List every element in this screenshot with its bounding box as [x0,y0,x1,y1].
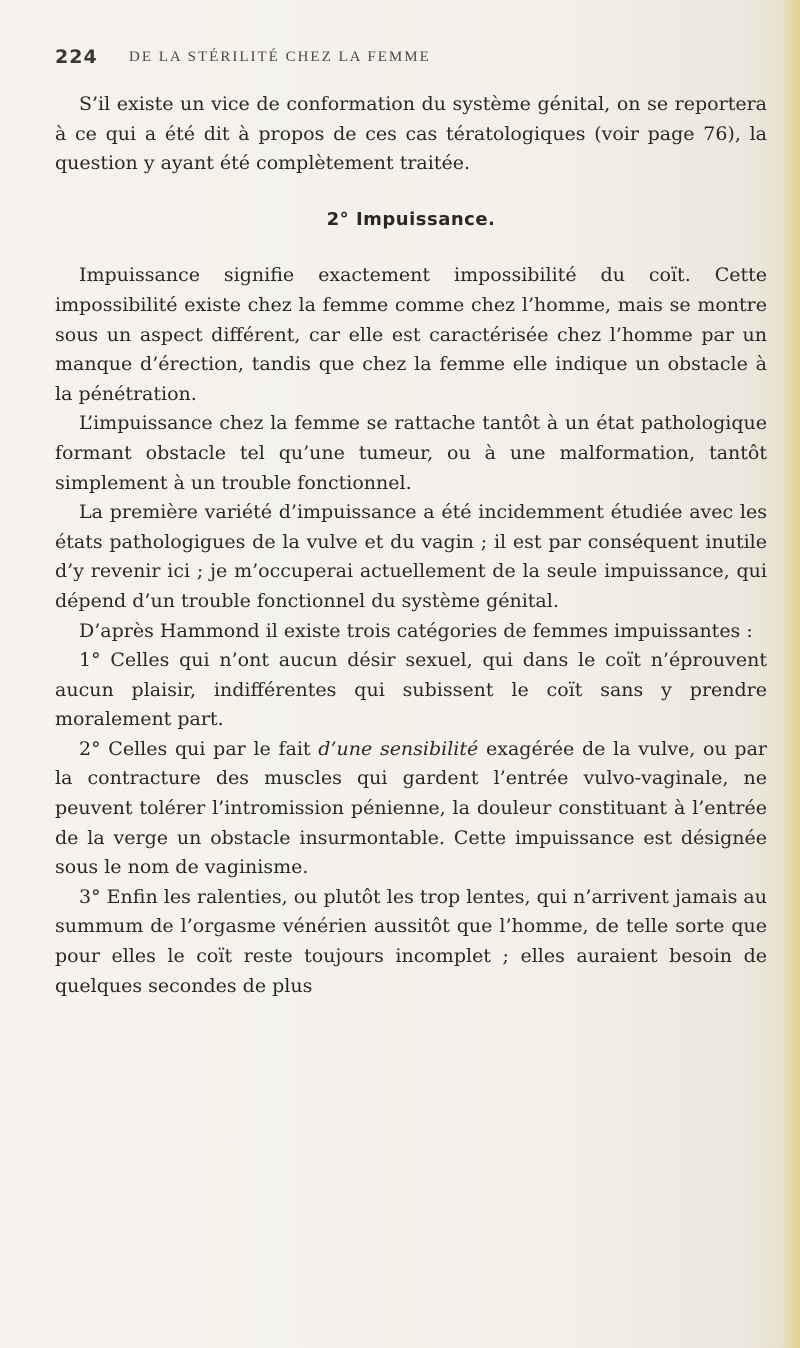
page-number: 224 [55,46,98,68]
running-title: DE LA STÉRILITÉ CHEZ LA FEMME [129,49,431,65]
body-text [55,90,767,1001]
paragraph: Impuissance signifie exactement impossibilité du coït. Cette impossibilité existe chez la femme comme chez l’homme, mais se montre sous un aspect différent, car elle est caractérisée chez l’homme par un manque d’érection, tandis que chez la femme elle indique un obstacle à la pénétration. [55,264,767,405]
intro-paragraph: S’il existe un vice de conformation du système génital, on se reportera à ce qui a été dit à propos de ces cas tératologiques (voir page 76), la question y ayant été complètement traitée. [55,93,767,175]
paragraph: D’après Hammond il existe trois catégories de femmes impuissantes : [79,619,753,642]
page-edge [782,0,800,1348]
section-title: Impuissance. [355,208,496,230]
paragraph-vaginisme [55,735,767,883]
paragraph: La première variété d’impuissance a été incidemment étudiée avec les états pathologigues de la vulve et du vagin ; il est par conséquent inutile d’y revenir ici ; je m’occuperai actuellement de la seule impuissance, qui dépend d’un trouble fonctionnel du système génital. [55,501,767,612]
paragraph: L’impuissance chez la femme se rattache tantôt à un état pathologique formant obstacle tel qu’une tumeur, ou à une malformation, tantôt simplement à un trouble fonctionnel. [55,412,767,494]
section-number: 2° [326,208,350,230]
paragraph: 3° Enfin les ralenties, ou plutôt les trop lentes, qui n’arrivent jamais au summum de l’orgasme vénérien aussitôt que l’homme, de telle sorte que pour elles le coït reste toujours incomplet ; elles auraient besoin de quelques secondes de plus [55,885,767,997]
paragraph-text: exagérée de la vulve, ou par la contracture des muscles qui gardent l’entrée vulvo-vaginale, ne peuvent tolérer l’intromission pénienne, la douleur constituant à l’entrée de la verge un obstacle insurmontable. Cette impuissance est désignée sous le nom de vaginisme. [55,737,767,879]
page-header [55,46,755,72]
italic-phrase: d’une sensibilité [318,737,479,760]
paragraph: 1° Celles qui n’ont aucun désir sexuel, qui dans le coït n’éprouvent aucun plaisir, indifférentes qui subissent le coït sans y prendre moralement part. [55,649,767,731]
section-heading [55,205,767,235]
paragraph-text: 2° Celles qui par le fait [79,737,319,760]
